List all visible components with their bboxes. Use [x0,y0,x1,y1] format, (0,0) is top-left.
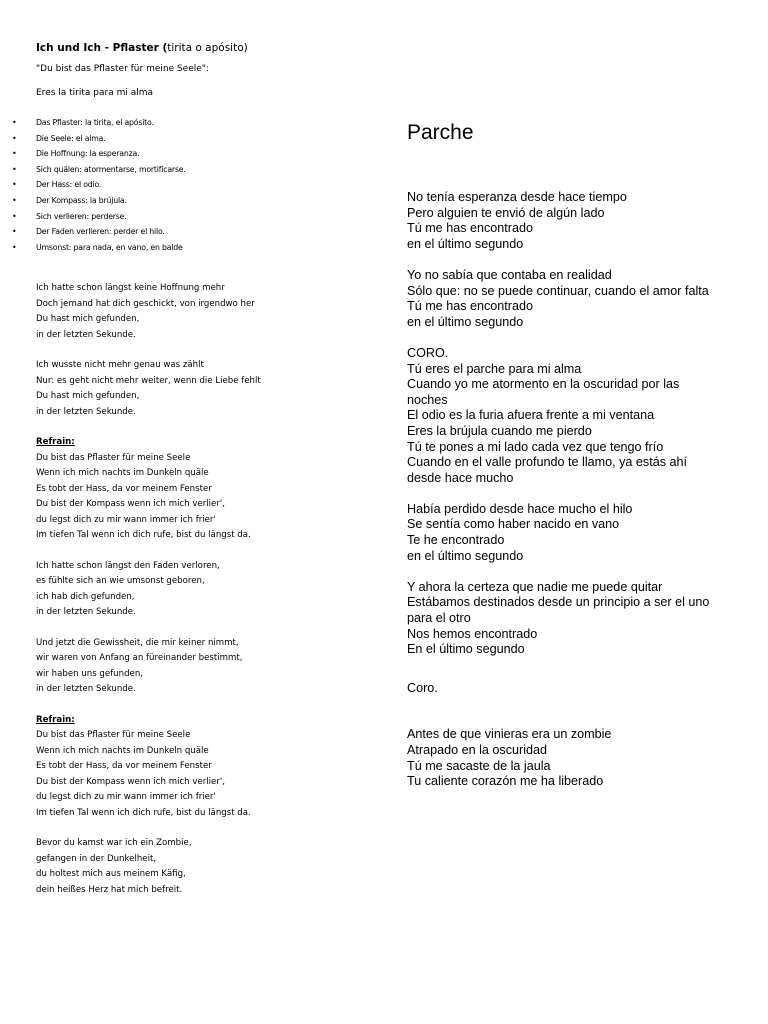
lyric-line: Du bist der Kompass wenn ich mich verlier', [36,499,225,510]
lyric-line: Bevor du kamst war ich ein Zombie, [36,838,192,849]
song-title-main: Ich und Ich - Pflaster ( [36,42,168,54]
vocabulary-item: • Der Hass: el odio. [36,177,386,193]
german-refrain-2 [36,713,386,822]
bullet-icon: • [12,195,17,205]
lyric-line: CORO. [407,345,449,360]
vocabulary-list [12,115,386,255]
spanish-column [407,116,742,790]
spanish-chorus-1 [407,346,742,486]
lyric-line: En el último segundo [407,642,525,657]
spanish-verse-1 [407,190,742,252]
song-title [36,40,386,57]
lyric-line: in der letzten Sekunde. [36,607,136,618]
lyric-line: Tú me has encontrado [407,221,534,236]
lyric-line: en el último segundo [407,548,524,563]
lyric-line: desde hace mucho [407,470,514,485]
lyric-line: du legst dich zu mir wann immer ich frier' [36,514,216,525]
lyric-line: Y ahora la certeza que nadie me puede quitar [407,579,663,594]
lyric-line: Estábamos destinados desde un principio a ser el uno [407,595,710,610]
lyric-line: Se sentía como haber nacido en vano [407,517,620,532]
lyric-line: Ich hatte schon längst keine Hoffnung mehr [36,283,225,294]
bullet-icon: • [12,227,17,237]
lyric-line: wir haben uns gefunden, [36,668,143,679]
lyric-line: Tú te pones a mi lado cada vez que tengo frío [407,439,664,454]
lyric-line: Sólo que: no se puede continuar, cuando el amor falta [407,283,709,298]
bullet-icon: • [12,242,17,252]
lyric-line: Cuando en el valle profundo te llamo, ya estás ahí [407,455,688,470]
lyric-line: para el otro [407,611,471,626]
bullet-icon: • [12,164,17,174]
spanish-chorus-2 [407,681,742,697]
lyric-line: Atrapado en la oscuridad [407,743,548,757]
lyric-line: Te he encontrado [407,533,505,548]
lyric-line: gefangen in der Dunkelheit, [36,853,157,864]
refrain-label: Refrain: [36,437,75,448]
key-quote-translation: Eres la tirita para mi alma [36,88,154,98]
key-quote: "Du bist das Pflaster für meine Seele": [36,64,209,74]
lyric-line: Und jetzt die Gewissheit, die mir keiner nimmt, [36,637,239,648]
lyric-line: in der letzten Sekunde. [36,406,136,417]
bullet-icon: • [12,211,17,221]
spanish-verse-2 [407,268,742,330]
lyric-line: Coro. [407,680,438,695]
lyric-line: Nos hemos encontrado [407,626,538,641]
lyric-line: in der letzten Sekunde. [36,329,136,340]
lyric-line: Du hast mich gefunden, [36,391,140,402]
lyric-line: Wenn ich mich nachts im Dunkeln quäle [36,745,209,756]
lyric-line: Es tobt der Hass, da vor meinem Fenster [36,761,212,772]
spanish-verse-3 [407,502,742,564]
lyric-line: Ich hatte schon längst den Faden verloren, [36,560,220,571]
lyric-line: Du bist der Kompass wenn ich mich verlier', [36,776,225,787]
lyric-line: Antes de que vinieras era un zombie [407,727,612,742]
song-title-translation: tirita o apósito) [167,42,248,54]
lyric-line: du holtest mich aus meinem Käfig, [36,869,186,880]
vocabulary-item: • Die Seele: el alma. [36,131,386,147]
german-verse-4 [36,636,386,698]
lyric-line: Wenn ich mich nachts im Dunkeln quäle [36,468,209,479]
translation-title: Parche [407,121,474,144]
lyric-line: Tu caliente corazón me ha liberado [407,774,604,789]
lyric-line: Im tiefen Tal wenn ich dich rufe, bist du längst da. [36,530,251,541]
lyric-line: noches [407,392,448,407]
lyric-line: es fühlte sich an wie umsonst geboren, [36,576,205,587]
lyric-line: Tú me sacaste de la jaula [407,758,551,773]
lyric-line: Nur: es geht nicht mehr weiter, wenn die Liebe fehlt [36,375,261,386]
bullet-icon: • [12,149,17,159]
bullet-icon: • [12,180,17,190]
lyric-line: Du bist das Pflaster für meine Seele [36,730,191,741]
vocabulary-item: • Das Pflaster: la tirita, el apósito. [36,115,386,131]
lyric-line: Es tobt der Hass, da vor meinem Fenster [36,483,212,494]
german-refrain-1 [36,435,386,544]
lyric-line: du legst dich zu mir wann immer ich frier' [36,792,216,803]
lyric-line: Doch jemand hat dich geschickt, von irgendwo her [36,298,255,309]
bullet-icon: • [12,118,17,127]
lyric-line: Du hast mich gefunden, [36,314,140,325]
lyric-line: El odio es la furia afuera frente a mi ventana [407,408,655,423]
spanish-verse-5 [407,727,742,789]
lyric-line: Ich wusste nicht mehr genau was zählt [36,360,204,371]
lyric-line: dein heißes Herz hat mich befreit. [36,884,183,895]
lyric-line: Du bist das Pflaster für meine Seele [36,452,191,463]
lyric-line: Yo no sabía que contaba en realidad [407,267,612,282]
lyric-line: No tenía esperanza desde hace tiempo [407,190,627,204]
lyric-line: Pero alguien te envió de algún lado [407,205,605,220]
lyric-line: wir waren von Anfang an füreinander bestimmt, [36,653,243,664]
lyric-line: en el último segundo [407,314,524,329]
vocabulary-item: • Sich verlieren: perderse. [36,209,386,225]
lyric-line: Cuando yo me atormento en la oscuridad por las [407,377,680,392]
vocabulary-item: • Umsonst: para nada, en vano, en balde [36,240,386,256]
lyric-line: Eres la brújula cuando me pierdo [407,423,592,438]
lyric-line: Im tiefen Tal wenn ich dich rufe, bist du längst da. [36,807,251,818]
lyric-line: Había perdido desde hace mucho el hilo [407,501,633,516]
vocabulary-item: • Der Kompass: la brújula. [36,193,386,209]
vocabulary-item: • Die Hoffnung: la esperanza. [36,146,386,162]
german-column [12,40,386,898]
german-verse-2 [36,358,386,420]
vocabulary-item: • Der Faden verlieren: perder el hilo. [36,224,386,240]
vocabulary-item: • Sich quälen: atormentarse, mortificarse. [36,162,386,178]
lyric-line: in der letzten Sekunde. [36,684,136,695]
spanish-verse-4 [407,580,742,658]
german-verse-5 [36,836,386,898]
bullet-icon: • [12,133,17,143]
german-verse-3 [36,559,386,621]
german-verse-1 [36,281,386,343]
lyric-line: ich hab dich gefunden, [36,591,135,602]
refrain-label: Refrain: [36,714,75,725]
lyric-line: Tú me has encontrado [407,299,534,314]
lyric-line: en el último segundo [407,236,524,251]
lyric-line: Tú eres el parche para mi alma [407,361,582,376]
